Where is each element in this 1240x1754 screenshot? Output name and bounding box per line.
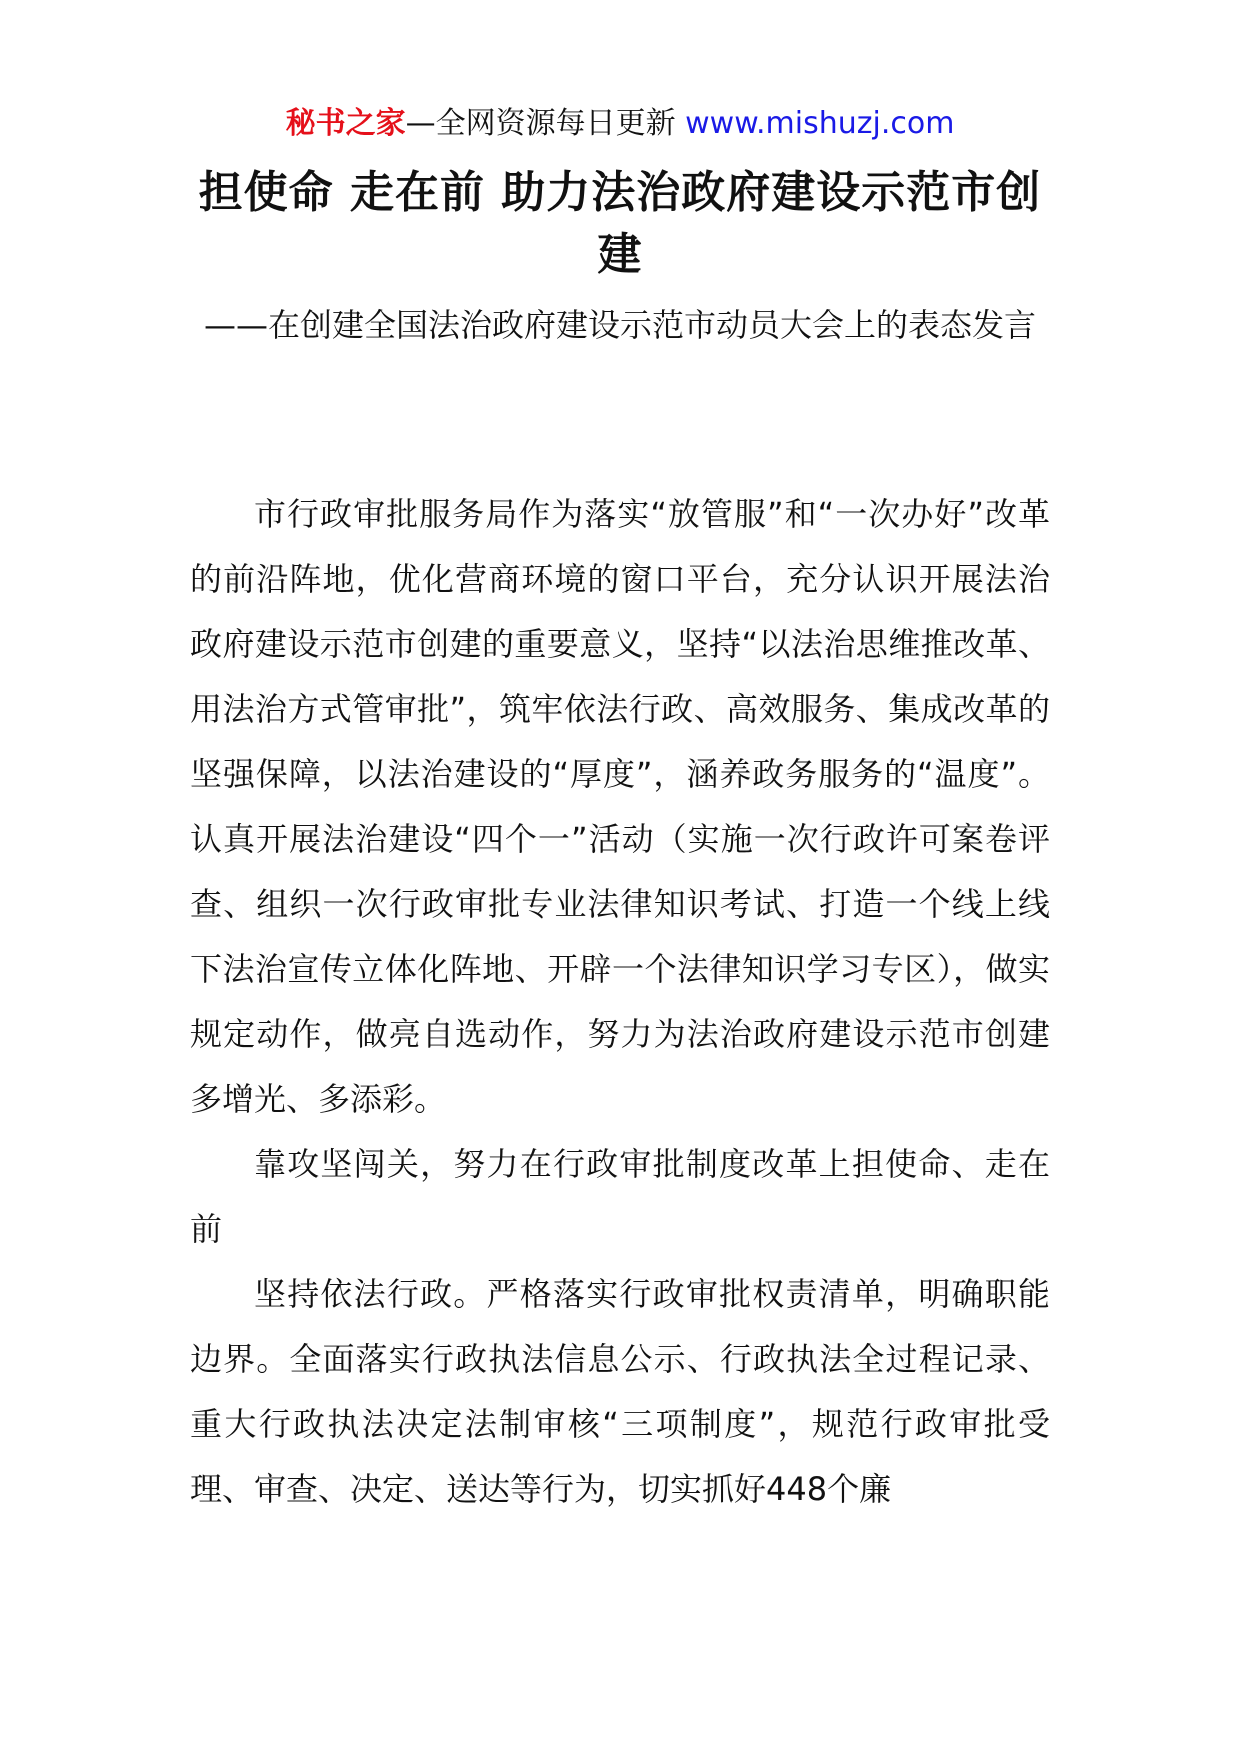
site-header — [0, 104, 1240, 144]
header-tagline: —全网资源每日更新 — [405, 106, 676, 141]
brand-name: 秘书之家 — [285, 106, 406, 141]
body-paragraph: 市行政审批服务局作为落实“放管服”和“一次办好”改革的前沿阵地，优化营商环境的窗口平台，充分认识开展法治政府建设示范市创建的重要意义，坚持“以法治思维推改革、用法治方式管审批”，筑牢依法行政、高效服务、集成改革的坚强保障，以法治建设的“厚度”，涵养政务服务的“温度”。认真开展法治建设“四个一”活动（实施一次行政许可案卷评查、组织一次行政审批专业法律知识考试、打造一个线上线下法治宣传立体化阵地、开辟一个法律知识学习专区），做实规定动作，做亮自选动作，努力为法治政府建设示范市创建多增光、多添彩。 — [190, 495, 1050, 1118]
document-subtitle: ——在创建全国法治政府建设示范市动员大会上的表态发言 — [203, 306, 1036, 344]
document-body — [190, 482, 1050, 1522]
site-url-link[interactable]: www.mishuzj.com — [685, 106, 955, 141]
body-paragraph: 坚持依法行政。严格落实行政审批权责清单，明确职能边界。全面落实行政执法信息公示、行政执法全过程记录、重大行政执法决定法制审核“三项制度”，规范行政审批受理、审查、决定、送达等行为，切实抓好448个廉 — [190, 1275, 1050, 1508]
document-title: 担使命 走在前 助力法治政府建设示范市创建 — [198, 167, 1042, 280]
section-heading: 靠攻坚闯关，努力在行政审批制度改革上担使命、走在前 — [190, 1145, 1050, 1248]
